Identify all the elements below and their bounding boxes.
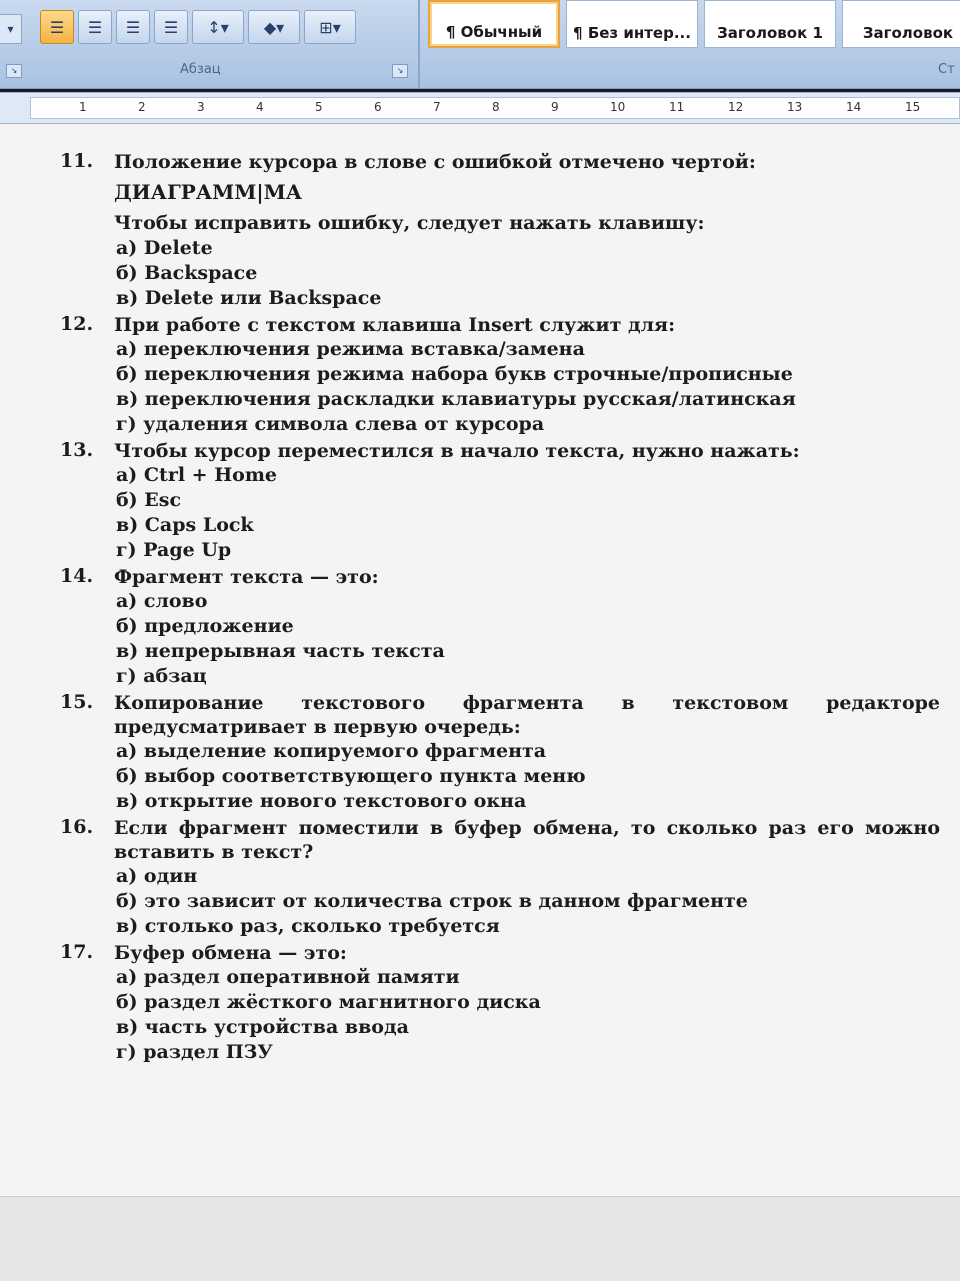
font-group-launcher[interactable] <box>6 64 22 78</box>
dialog-launcher-icon: ↘ <box>10 66 18 75</box>
question-number: 16. <box>60 816 94 838</box>
style-no-spacing[interactable]: ¶ Без интер... <box>566 0 698 48</box>
align-center-button[interactable] <box>78 10 112 44</box>
answer-option: в) открытие нового текстового окна <box>116 790 527 812</box>
answer-option: в) переключения раскладки клавиатуры русская/латинская <box>116 388 796 410</box>
answer-option: б) предложение <box>116 615 294 637</box>
question-block <box>60 941 940 1065</box>
ruler-tick: 2 <box>138 100 146 114</box>
question-block <box>60 565 940 689</box>
paragraph-group <box>0 0 415 88</box>
align-center-icon: ☰ <box>87 17 103 37</box>
question-row <box>60 565 940 589</box>
answer-option: а) выделение копируемого фрагмента <box>116 740 547 762</box>
question-number: 13. <box>60 439 94 461</box>
answer-option: а) слово <box>116 590 208 612</box>
shading-button[interactable] <box>248 10 300 44</box>
answer-option: г) удаления символа слева от курсора <box>116 413 545 435</box>
answer-option: в) часть устройства ввода <box>116 1016 409 1038</box>
question-block <box>60 691 940 814</box>
line-spacing-button[interactable] <box>192 10 244 44</box>
question-number: 14. <box>60 565 94 587</box>
dialog-launcher-icon: ↘ <box>396 66 404 75</box>
paragraph-group-launcher[interactable] <box>392 64 408 78</box>
align-left-icon: ☰ <box>49 17 65 37</box>
answer-option: а) Delete <box>116 237 213 259</box>
question-block <box>60 313 940 437</box>
answer-option: г) абзац <box>116 665 207 687</box>
ruler-tick: 4 <box>256 100 264 114</box>
answer-option: в) столько раз, сколько требуется <box>116 915 500 937</box>
answer-option: в) Delete или Backspace <box>116 287 382 309</box>
question-row <box>60 941 940 965</box>
question-text: Чтобы курсор переместился в начало текста, нужно нажать: <box>114 440 800 462</box>
ruler-tick: 11 <box>669 100 685 114</box>
question-text: Копирование текстового фрагмента в текстовом редакторе предусматривает в первую очередь: <box>114 692 940 738</box>
answer-option: а) раздел оперативной памяти <box>116 966 460 988</box>
styles-group-label: Ст <box>938 62 955 77</box>
document-page[interactable] <box>0 124 960 1196</box>
question-text: Положение курсора в слове с ошибкой отмечено чертой: <box>114 151 756 173</box>
paint-bucket-icon: ◆▾ <box>263 17 285 37</box>
answer-option: б) выбор соответствующего пункта меню <box>116 765 586 787</box>
ribbon <box>0 0 960 89</box>
question-block <box>60 150 940 311</box>
ruler-tick: 7 <box>433 100 441 114</box>
answer-option: б) Backspace <box>116 262 258 284</box>
ruler-tick: 3 <box>197 100 205 114</box>
ruler-tick: 15 <box>905 100 921 114</box>
ruler-tick: 9 <box>551 100 559 114</box>
question-subtext: ДИАГРАММ|МА <box>114 180 303 204</box>
ruler-tick: 6 <box>374 100 382 114</box>
ribbon-separator <box>418 0 420 88</box>
justify-icon: ☰ <box>163 17 179 37</box>
answer-option: а) один <box>116 865 198 887</box>
document-content <box>60 150 940 1067</box>
question-text: Фрагмент текста — это: <box>114 566 379 588</box>
question-row <box>60 816 940 864</box>
borders-icon: ⊞▾ <box>319 17 341 37</box>
question-row <box>60 150 940 174</box>
styles-gallery <box>428 0 960 48</box>
answer-option: б) раздел жёсткого магнитного диска <box>116 991 541 1013</box>
question-number: 17. <box>60 941 94 963</box>
ruler-tick: 13 <box>787 100 803 114</box>
ruler-tick: 10 <box>610 100 626 114</box>
answer-option: а) Ctrl + Home <box>116 464 278 486</box>
ruler-tick: 5 <box>315 100 323 114</box>
question-block <box>60 439 940 563</box>
align-left-button[interactable] <box>40 10 74 44</box>
style-heading-2[interactable]: Заголовок <box>842 0 960 48</box>
line-spacing-icon: ↕▾ <box>207 17 229 37</box>
answer-option: а) переключения режима вставка/замена <box>116 338 585 360</box>
question-number: 15. <box>60 691 94 713</box>
question-text: Если фрагмент поместили в буфер обмена, то сколько раз его можно вставить в текст? <box>114 817 940 863</box>
ruler-scale <box>30 97 960 119</box>
paragraph-group-label: Абзац <box>180 62 221 77</box>
question-subtext: Чтобы исправить ошибку, следует нажать клавишу: <box>114 212 705 234</box>
justify-button[interactable] <box>154 10 188 44</box>
ruler-tick: 1 <box>79 100 87 114</box>
answer-option: б) это зависит от количества строк в данном фрагменте <box>116 890 748 912</box>
answer-option: б) переключения режима набора букв строчные/прописные <box>116 363 793 385</box>
ruler-tick: 8 <box>492 100 500 114</box>
question-row <box>60 439 940 463</box>
answer-option: в) непрерывная часть текста <box>116 640 445 662</box>
align-right-icon: ☰ <box>125 17 141 37</box>
question-number: 11. <box>60 150 94 172</box>
borders-button[interactable] <box>304 10 356 44</box>
question-row <box>60 691 940 739</box>
question-row <box>60 313 940 337</box>
question-number: 12. <box>60 313 94 335</box>
ruler-tick: 14 <box>846 100 862 114</box>
question-text: При работе с текстом клавиша Insert служит для: <box>114 314 676 336</box>
page-gap <box>0 1196 960 1281</box>
ruler-tick: 12 <box>728 100 744 114</box>
align-right-button[interactable] <box>116 10 150 44</box>
answer-option: г) Page Up <box>116 539 232 561</box>
question-text: Буфер обмена — это: <box>114 942 347 964</box>
paragraph-toolbar <box>40 10 356 44</box>
horizontal-ruler[interactable] <box>0 92 960 124</box>
answer-option: г) раздел ПЗУ <box>116 1041 273 1063</box>
style-normal[interactable]: ¶ Обычный <box>428 0 560 48</box>
answer-option: б) Esc <box>116 489 182 511</box>
question-block <box>60 816 940 939</box>
style-heading-1[interactable]: Заголовок 1 <box>704 0 836 48</box>
answer-option: в) Caps Lock <box>116 514 254 536</box>
dropdown-arrow-icon[interactable]: ▾ <box>0 14 22 44</box>
